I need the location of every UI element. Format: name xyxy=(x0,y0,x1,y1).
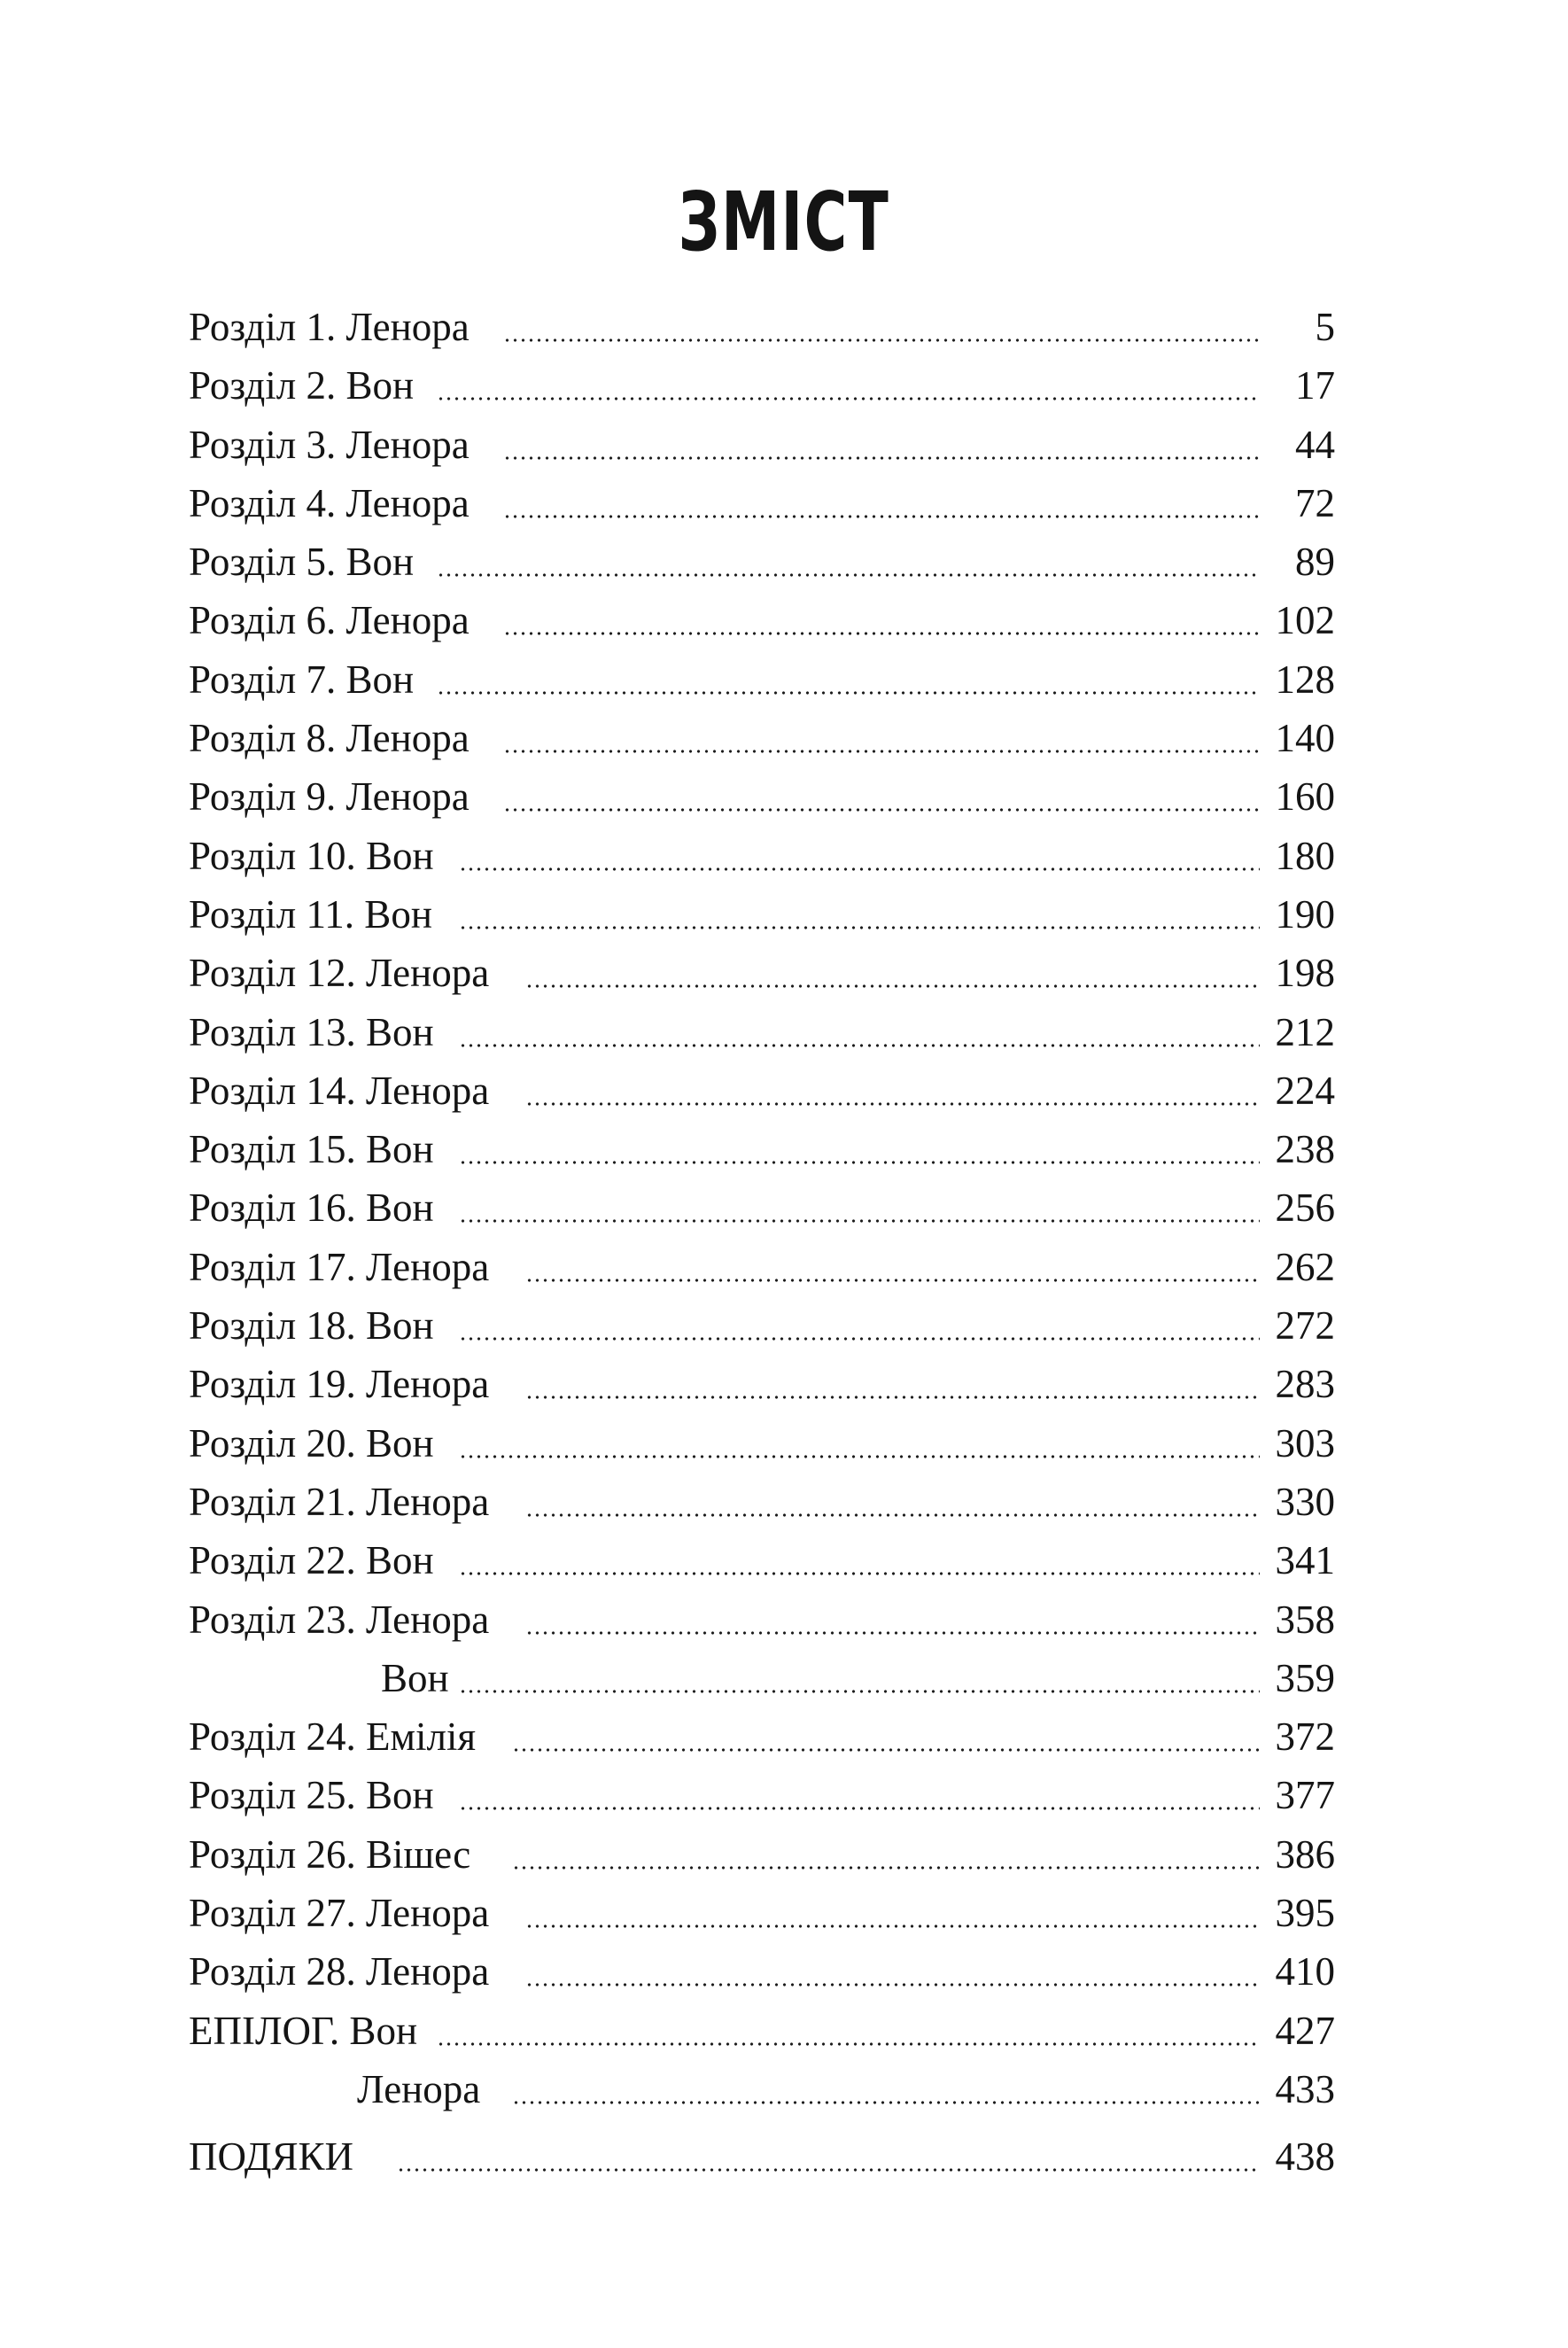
chapter-label: Розділ 27. Ленора xyxy=(189,1884,494,1942)
toc-row[interactable] xyxy=(189,2060,1335,2119)
dot-leader xyxy=(525,1983,1260,1986)
page-number: 238 xyxy=(1275,1127,1335,1172)
toc-row[interactable] xyxy=(189,827,1335,885)
dot-leader xyxy=(525,1513,1260,1517)
toc-row[interactable] xyxy=(189,1590,1335,1649)
dot-leader xyxy=(397,2168,1260,2172)
toc-row[interactable] xyxy=(189,1061,1335,1120)
page-number: 102 xyxy=(1275,598,1335,643)
dot-leader xyxy=(437,691,1260,695)
dot-leader xyxy=(503,808,1260,812)
chapter-label: Розділ 10. Вон xyxy=(189,827,439,885)
chapter-label: Розділ 22. Вон xyxy=(189,1531,439,1590)
toc-row[interactable] xyxy=(189,1355,1335,1413)
chapter-label: Вон xyxy=(381,1649,454,1707)
toc-row[interactable] xyxy=(189,709,1335,767)
page-number: 377 xyxy=(1275,1773,1335,1818)
chapter-label: Розділ 16. Вон xyxy=(189,1178,439,1237)
chapter-label: Розділ 20. Вон xyxy=(189,1414,439,1473)
toc-row[interactable] xyxy=(189,944,1335,1002)
dot-leader xyxy=(525,1279,1260,1282)
chapter-label: ПОДЯКИ xyxy=(189,2127,359,2186)
page-number: 272 xyxy=(1275,1303,1335,1349)
dot-leader xyxy=(437,573,1260,577)
dot-leader xyxy=(459,1807,1260,1810)
page-number: 386 xyxy=(1275,1831,1335,1877)
dot-leader xyxy=(459,926,1260,929)
chapter-label: Розділ 17. Ленора xyxy=(189,1238,494,1296)
dot-leader xyxy=(525,984,1260,988)
page-number: 410 xyxy=(1275,1949,1335,1994)
chapter-label: Розділ 28. Ленора xyxy=(189,1942,494,2001)
page-number: 395 xyxy=(1275,1891,1335,1936)
chapter-label: Розділ 2. Вон xyxy=(189,356,419,415)
chapter-label: Розділ 9. Ленора xyxy=(189,767,475,826)
dot-leader xyxy=(512,2101,1260,2104)
page-number: 359 xyxy=(1275,1655,1335,1700)
toc-row[interactable] xyxy=(189,1766,1335,1824)
dot-leader xyxy=(459,1690,1260,1693)
dot-leader xyxy=(459,1337,1260,1341)
dot-leader xyxy=(525,1631,1260,1635)
page-number: 427 xyxy=(1275,2008,1335,2053)
chapter-label: Розділ 3. Ленора xyxy=(189,416,475,474)
chapter-label: Розділ 14. Ленора xyxy=(189,1061,494,1120)
toc-row[interactable] xyxy=(189,1531,1335,1590)
toc-row[interactable] xyxy=(189,533,1335,591)
chapter-label: Розділ 18. Вон xyxy=(189,1296,439,1355)
dot-leader xyxy=(512,1866,1260,1870)
dot-leader xyxy=(525,1924,1260,1928)
page-number: 89 xyxy=(1295,540,1335,585)
chapter-label: Розділ 12. Ленора xyxy=(189,944,494,1002)
chapter-label: Розділ 21. Ленора xyxy=(189,1473,494,1531)
page-number: 303 xyxy=(1275,1420,1335,1466)
chapter-label: Розділ 25. Вон xyxy=(189,1766,439,1824)
page-number: 358 xyxy=(1275,1597,1335,1642)
dot-leader xyxy=(503,750,1260,753)
toc-row[interactable] xyxy=(189,1003,1335,1061)
dot-leader xyxy=(437,397,1260,400)
dot-leader xyxy=(459,1044,1260,1047)
toc-row[interactable] xyxy=(189,1120,1335,1178)
dot-leader xyxy=(459,867,1260,871)
page-number: 256 xyxy=(1275,1186,1335,1231)
toc-row[interactable] xyxy=(189,2127,1335,2186)
table-of-contents xyxy=(189,298,1335,2187)
chapter-label: Розділ 24. Емілія xyxy=(189,1707,481,1766)
page-number: 128 xyxy=(1275,657,1335,702)
chapter-label: Розділ 19. Ленора xyxy=(189,1355,494,1413)
dot-leader xyxy=(437,2042,1260,2046)
toc-row[interactable] xyxy=(189,2002,1335,2060)
page-number: 341 xyxy=(1275,1538,1335,1583)
page-number: 433 xyxy=(1275,2066,1335,2111)
dot-leader xyxy=(503,515,1260,518)
toc-row[interactable] xyxy=(189,1942,1335,2001)
page-number: 190 xyxy=(1275,891,1335,937)
page-number: 140 xyxy=(1275,716,1335,761)
chapter-label: ЕПІЛОГ. Вон xyxy=(189,2002,423,2060)
toc-row[interactable] xyxy=(189,650,1335,709)
dot-leader xyxy=(503,456,1260,460)
toc-row[interactable] xyxy=(189,1414,1335,1473)
page-number: 72 xyxy=(1295,480,1335,525)
toc-row[interactable] xyxy=(189,1296,1335,1355)
chapter-label: Розділ 8. Ленора xyxy=(189,709,475,767)
page-title: ЗМІСТ xyxy=(678,175,890,269)
chapter-label: Розділ 1. Ленора xyxy=(189,298,475,356)
chapter-label: Розділ 4. Ленора xyxy=(189,474,475,533)
page-number: 212 xyxy=(1275,1009,1335,1054)
page-number: 330 xyxy=(1275,1479,1335,1524)
toc-row[interactable] xyxy=(189,1473,1335,1531)
toc-row[interactable] xyxy=(189,1238,1335,1296)
toc-row[interactable] xyxy=(189,1649,1335,1707)
page-number: 44 xyxy=(1295,422,1335,467)
page-number: 372 xyxy=(1275,1714,1335,1760)
chapter-label: Розділ 6. Ленора xyxy=(189,591,475,649)
toc-row[interactable] xyxy=(189,474,1335,533)
dot-leader xyxy=(512,1748,1260,1752)
toc-row[interactable] xyxy=(189,1884,1335,1942)
toc-row[interactable] xyxy=(189,298,1335,356)
toc-row[interactable] xyxy=(189,356,1335,415)
toc-row[interactable] xyxy=(189,591,1335,649)
dot-leader xyxy=(525,1396,1260,1399)
chapter-label: Розділ 26. Вішес xyxy=(189,1825,476,1884)
chapter-label: Розділ 7. Вон xyxy=(189,650,419,709)
page-number: 283 xyxy=(1275,1362,1335,1407)
toc-row[interactable] xyxy=(189,1825,1335,1884)
toc-row[interactable] xyxy=(189,416,1335,474)
page-number: 438 xyxy=(1275,2134,1335,2180)
page-number: 160 xyxy=(1275,774,1335,820)
toc-row[interactable] xyxy=(189,767,1335,826)
dot-leader xyxy=(525,1102,1260,1106)
chapter-label: Ленора xyxy=(357,2060,485,2119)
page-number: 17 xyxy=(1295,363,1335,408)
page-number: 262 xyxy=(1275,1244,1335,1289)
page-number: 198 xyxy=(1275,951,1335,996)
toc-row[interactable] xyxy=(189,1178,1335,1237)
page-number: 224 xyxy=(1275,1068,1335,1113)
dot-leader xyxy=(459,1161,1260,1164)
page-number: 5 xyxy=(1315,305,1335,349)
page-number: 180 xyxy=(1275,833,1335,878)
dot-leader xyxy=(459,1572,1260,1575)
chapter-label: Розділ 23. Ленора xyxy=(189,1590,494,1649)
chapter-label: Розділ 5. Вон xyxy=(189,533,419,591)
chapter-label: Розділ 15. Вон xyxy=(189,1120,439,1178)
toc-row[interactable] xyxy=(189,1707,1335,1766)
toc-row[interactable] xyxy=(189,885,1335,944)
dot-leader xyxy=(503,338,1260,342)
dot-leader xyxy=(459,1219,1260,1223)
dot-leader xyxy=(503,632,1260,635)
chapter-label: Розділ 13. Вон xyxy=(189,1003,439,1061)
chapter-label: Розділ 11. Вон xyxy=(189,885,438,944)
dot-leader xyxy=(459,1455,1260,1458)
